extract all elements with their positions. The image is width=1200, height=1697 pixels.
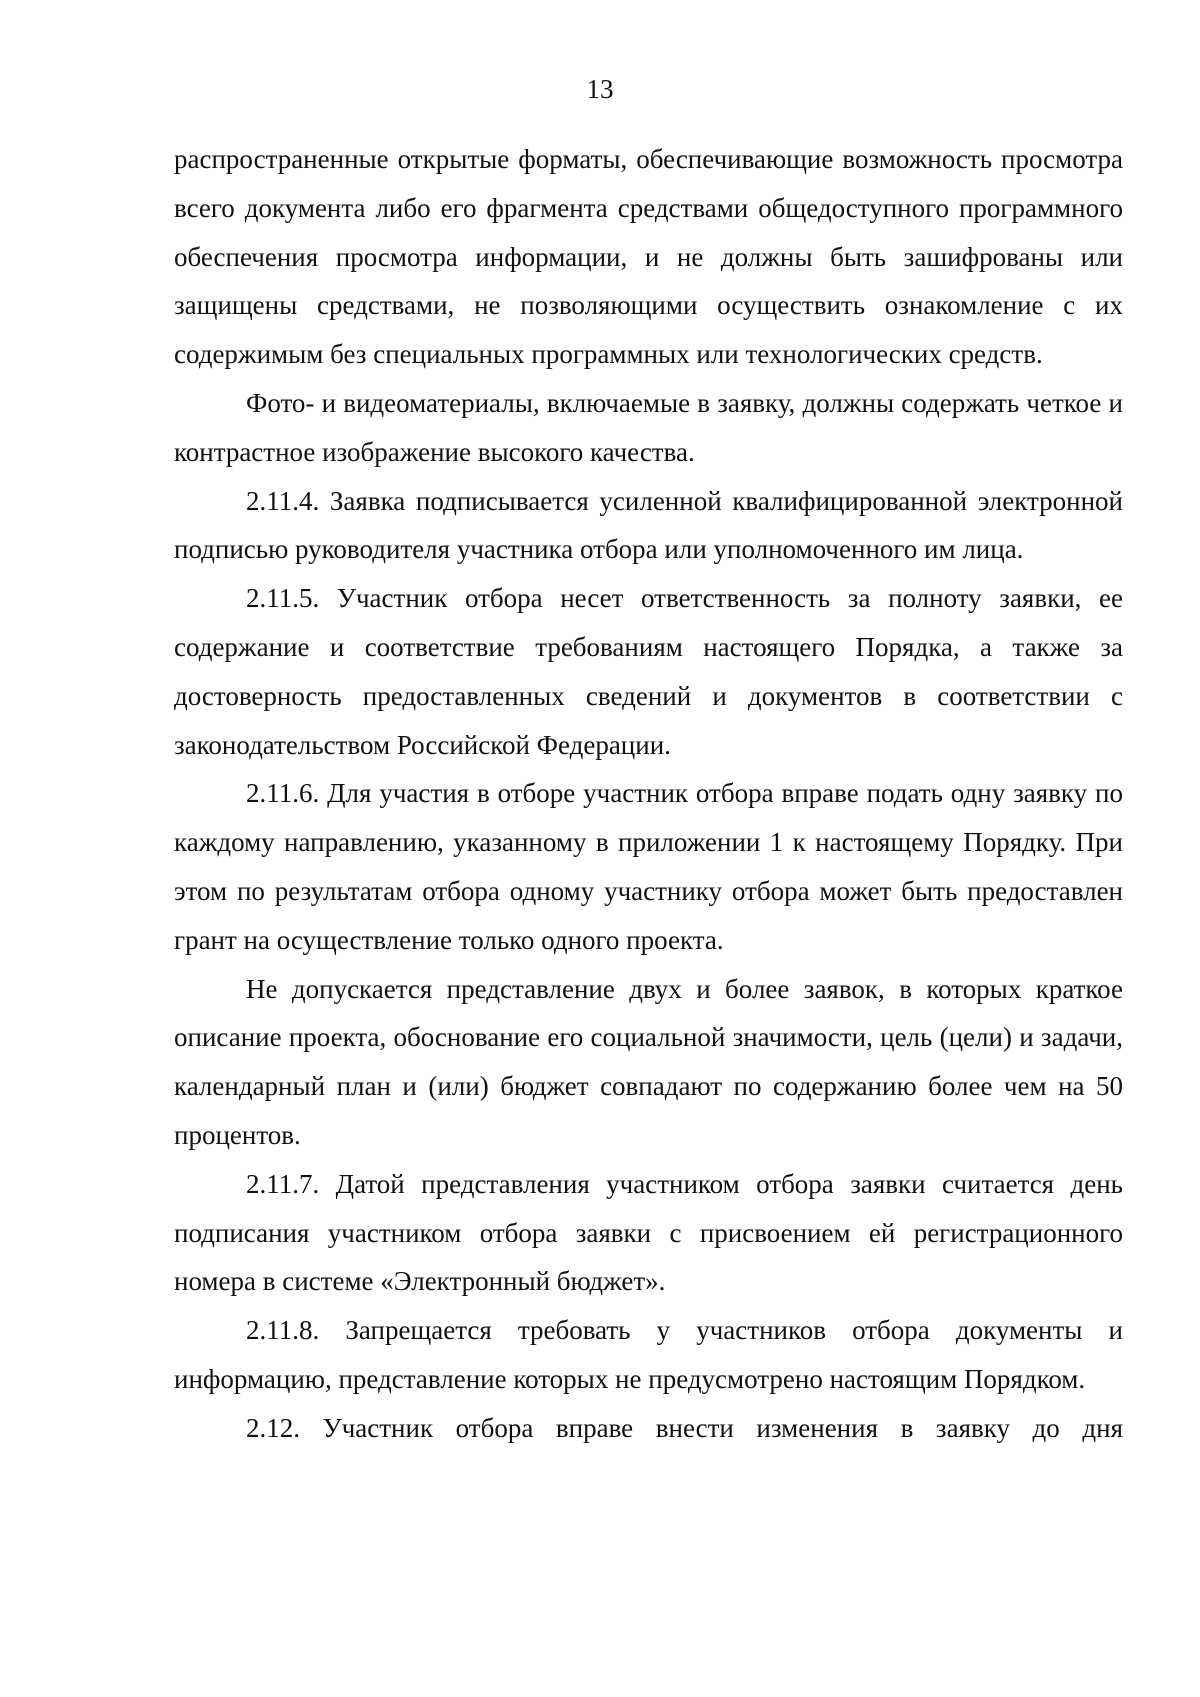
paragraph-formats-continuation: распространенные открытые форматы, обеспечивающие возможность просмотра всего документа либо его фрагмента средствами общедоступного программного обеспечения просмотра информации, и не должны быть зашифрованы или защищены средствами, не позволяющими осуществить ознакомление с их содержимым без специальных программных или технологических средств. [174,144,1123,370]
document-body [174,135,1123,1453]
paragraph-2-11-8: 2.11.8. Запрещается требовать у участников отбора документы и информацию, представление которых не предусмотрено настоящим Порядком. [174,1315,1123,1394]
paragraph-2-12: 2.12. Участник отбора вправе внести изменения в заявку до дня [246,1412,1123,1443]
paragraph-2-11-5: 2.11.5. Участник отбора несет ответственность за полноту заявки, ее содержание и соответствие требованиям настоящего Порядка, а также за достоверность предоставленных сведений и документов в соответствии с законодательством Российской Федерации. [174,583,1123,760]
paragraph-2-11-6: 2.11.6. Для участия в отборе участник отбора вправе подать одну заявку по каждому направлению, указанному в приложении 1 к настоящему Порядку. При этом по результатам отбора одному участнику отбора может быть предоставлен грант на осуществление только одного проекта. [174,778,1123,955]
page-number: 13 [586,74,614,104]
paragraph-2-11-4: 2.11.4. Заявка подписывается усиленной квалифицированной электронной подписью руководителя участника отбора или уполномоченного им лица. [174,485,1123,565]
paragraph-2-11-7: 2.11.7. Датой представления участником отбора заявки считается день подписания участником отбора заявки с присвоением ей регистрационного номера в системе «Электронный бюджет». [174,1168,1123,1297]
paragraph-duplicate-applications: Не допускается представление двух и более заявок, в которых краткое описание проекта, обоснование его социальной значимости, цель (цели) и задачи, календарный план и (или) бюджет совпадают по содержанию более чем на 50 процентов. [174,973,1123,1150]
paragraph-photo-video: Фото- и видеоматериалы, включаемые в заявку, должны содержать четкое и контрастное изображение высокого качества. [174,387,1123,467]
